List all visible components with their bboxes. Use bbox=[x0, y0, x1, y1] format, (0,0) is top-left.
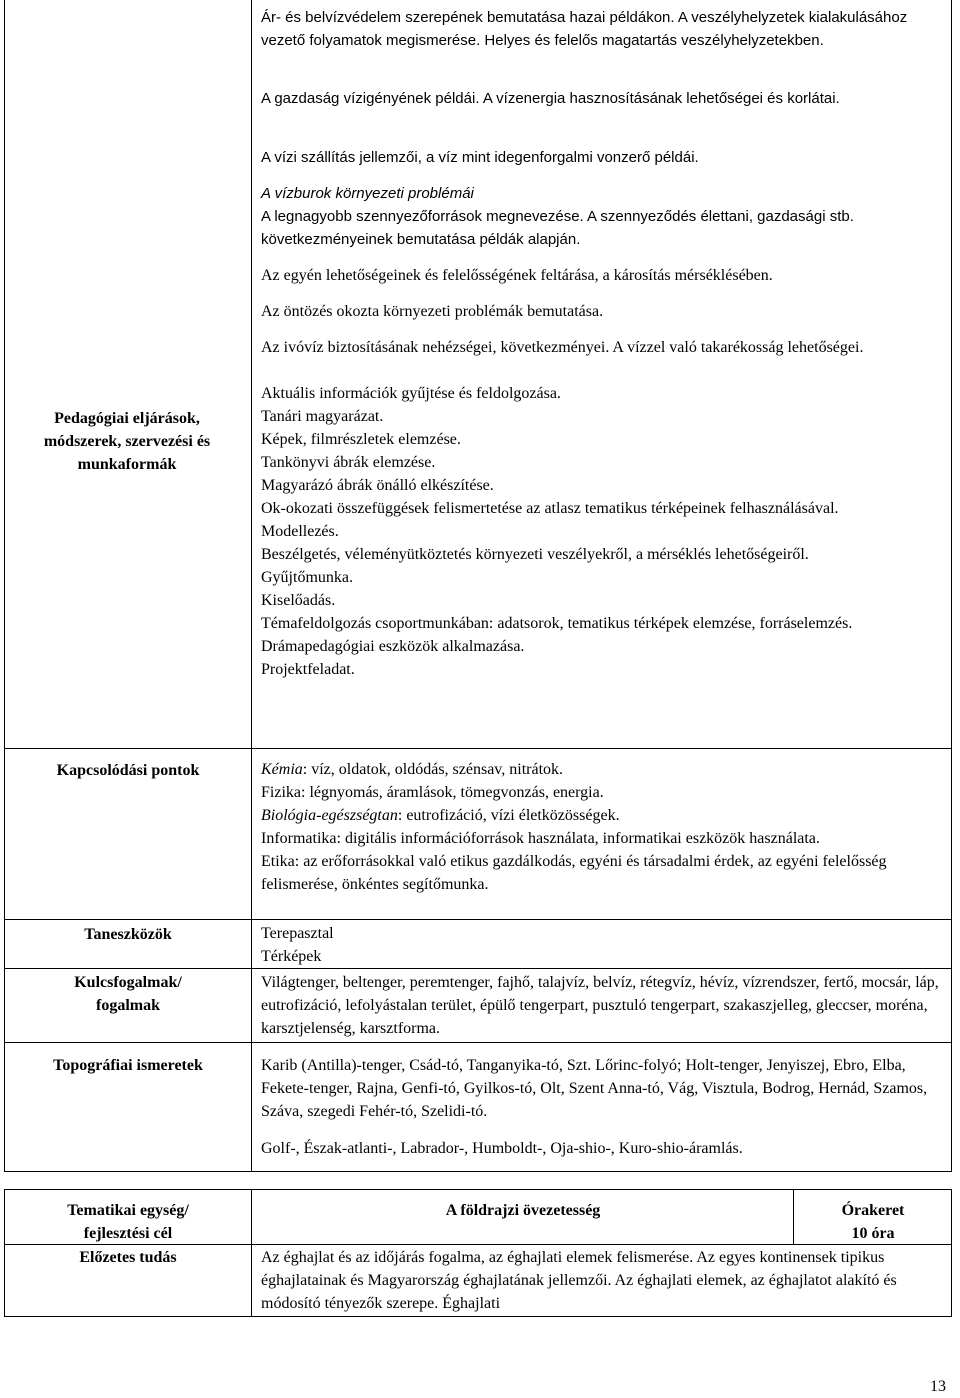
list-item: Projektfeladat. bbox=[261, 661, 355, 678]
content-top-block bbox=[261, 6, 941, 52]
label-tools: Taneszközök bbox=[84, 926, 172, 943]
unit-label-line2: fejlesztési cél bbox=[83, 1225, 173, 1242]
list-item: Gyűjtőmunka. bbox=[261, 569, 353, 586]
prior-knowledge-text: Az éghajlat és az időjárás fogalma, az éghajlati elemek felismerése. Az egyes kontinensek tipikus éghajlatainak és Magyarország éghajlatának jellemzői. Az éghajlati elemek, az éghajlatot alakító és módosító tényezők szerepe. Éghajlati bbox=[261, 1249, 897, 1312]
connection-item bbox=[261, 827, 941, 850]
connection-item bbox=[261, 781, 941, 804]
content-paragraph: Az öntözés okozta környezeti problémák bemutatása. bbox=[261, 303, 604, 320]
bottom-table bbox=[4, 1189, 952, 1317]
subject-name: Etika bbox=[261, 853, 295, 870]
subject-text: : digitális információforrások használata, informatikai eszközök használata. bbox=[336, 830, 820, 847]
label-pedagogical: Pedagógiai eljárások, módszerek, szervezési és munkaformák bbox=[43, 410, 211, 473]
subject-text: : az erőforrásokkal való etikus gazdálkodás, egyéni és társadalmi érdek, az egyéni felelősség felismerése, önkéntes segítőmunka. bbox=[261, 853, 887, 893]
column-divider bbox=[251, 0, 252, 1171]
hours-label: Órakeret bbox=[841, 1202, 905, 1219]
list-item: Kiselőadás. bbox=[261, 592, 336, 609]
tool-item: Térképek bbox=[261, 948, 322, 965]
list-item: Beszélgetés, véleményütköztetés környezeti veszélyekről, a mérséklés lehetőségeiről. bbox=[261, 546, 809, 563]
row-divider bbox=[5, 968, 951, 969]
content-paragraph: Az ivóvíz biztosításának nehézségei, következményei. A vízzel való takarékosság lehetőségei. bbox=[261, 339, 864, 356]
page-number: 13 bbox=[930, 1378, 946, 1395]
list-item: Modellezés. bbox=[261, 523, 339, 540]
content-subheading: A vízburok környezeti problémái bbox=[261, 185, 474, 202]
list-item: Tanári magyarázat. bbox=[261, 408, 384, 425]
column-divider bbox=[251, 1190, 252, 1316]
topography-currents: Golf-, Észak-atlanti-, Labrador-, Humboldt-, Oja-shio-, Kuro-shio-áramlás. bbox=[261, 1140, 743, 1157]
subject-name: Informatika bbox=[261, 830, 337, 847]
label-key-concepts bbox=[11, 971, 245, 1017]
list-item: Drámapedagógiai eszközök alkalmazása. bbox=[261, 638, 525, 655]
topography-text: Karib (Antilla)-tenger, Csád-tó, Tanganyika-tó, Szt. Lőrinc-folyó; Holt-tenger, Jenyiszej, Ebro, Elba, Fekete-tenger, Rajna, Genfi-tó, Gyilkos-tó, Olt, Szent Anna-tó, Vág, Visztula, Bodrog, Hernád, Szamos, Száva, szegedi Fehér-tó, Szelidi-tó. bbox=[261, 1057, 928, 1120]
subject-text: : víz, oldatok, oldódás, szénsav, nitrátok. bbox=[302, 761, 564, 778]
content-paragraph: A vízi szállítás jellemzői, a víz mint idegenforgalmi vonzerő példái. bbox=[261, 149, 699, 166]
pedagogical-list bbox=[261, 382, 941, 681]
connection-item bbox=[261, 804, 941, 827]
key-concepts-text: Világtenger, beltenger, peremtenger, fajhő, talajvíz, belvíz, rétegvíz, hévíz, vízrendszer, fertő, mocsár, láp, eutrofizáció, lefolyástalan terület, épülő tengerpart, pusztuló tengerpart, szakaszjelleg, gleccser, moréna, karsztjelenség, karsztforma. bbox=[261, 974, 939, 1037]
tools-list bbox=[261, 922, 941, 968]
content-paragraph: A gazdaság vízigényének példái. A vízenergia hasznosításának lehetőségei és korlátai. bbox=[261, 90, 840, 107]
list-item: Ok-okozati összefüggések felismertetése az atlasz tematikus térképeinek felhasználásával. bbox=[261, 500, 839, 517]
connection-item bbox=[261, 758, 941, 781]
tool-item: Terepasztal bbox=[261, 925, 334, 942]
list-item: Tankönyvi ábrák elemzése. bbox=[261, 454, 436, 471]
hours-value: 10 óra bbox=[851, 1225, 895, 1242]
content-paragraph: Az egyén lehetőségeinek és felelősségének feltárása, a károsítás mérséklésében. bbox=[261, 267, 773, 284]
prior-knowledge-label: Előzetes tudás bbox=[79, 1249, 177, 1266]
list-item: Magyarázó ábrák önálló elkészítése. bbox=[261, 477, 494, 494]
list-item: Képek, filmrészletek elemzése. bbox=[261, 431, 461, 448]
unit-label-line1: Tematikai egység/ bbox=[67, 1202, 189, 1219]
connection-item bbox=[261, 850, 941, 896]
list-item: Témafeldolgozás csoportmunkában: adatsorok, tematikus térképek elemzése, forráselemzés. bbox=[261, 615, 853, 632]
label-key-concepts-line2: fogalmak bbox=[96, 997, 160, 1014]
label-key-concepts-line1: Kulcsfogalmak/ bbox=[74, 974, 182, 991]
column-divider-hours bbox=[793, 1190, 794, 1244]
subject-name: Fizika bbox=[261, 784, 301, 801]
list-item: Aktuális információk gyűjtése és feldolgozása. bbox=[261, 385, 561, 402]
row-divider bbox=[5, 919, 951, 920]
row-divider bbox=[5, 748, 951, 749]
subject-text: : eutrofizáció, vízi életközösségek. bbox=[397, 807, 620, 824]
subject-name: Biológia-egészségtan bbox=[261, 807, 398, 824]
unit-label bbox=[11, 1199, 245, 1245]
paragraph: Ár- és belvízvédelem szerepének bemutatása hazai példákon. A veszélyhelyzetek kialakulásához vezető folyamatok megismerése. Helyes és felelős magatartás veszélyhelyzetekben. bbox=[261, 9, 908, 49]
hours-box bbox=[795, 1199, 951, 1245]
subject-name: Kémia bbox=[261, 761, 303, 778]
label-connections: Kapcsolódási pontok bbox=[56, 762, 200, 779]
connections-list bbox=[261, 758, 941, 896]
label-topography: Topográfiai ismeretek bbox=[53, 1057, 203, 1074]
subject-text: : légnyomás, áramlások, tömegvonzás, energia. bbox=[301, 784, 604, 801]
content-paragraph: A legnagyobb szennyezőforrások megnevezése. A szennyeződés élettani, gazdasági stb. következményeinek bemutatása példák alapján. bbox=[261, 208, 854, 248]
unit-title: A földrajzi övezetesség bbox=[445, 1202, 601, 1219]
row-divider bbox=[5, 1042, 951, 1043]
